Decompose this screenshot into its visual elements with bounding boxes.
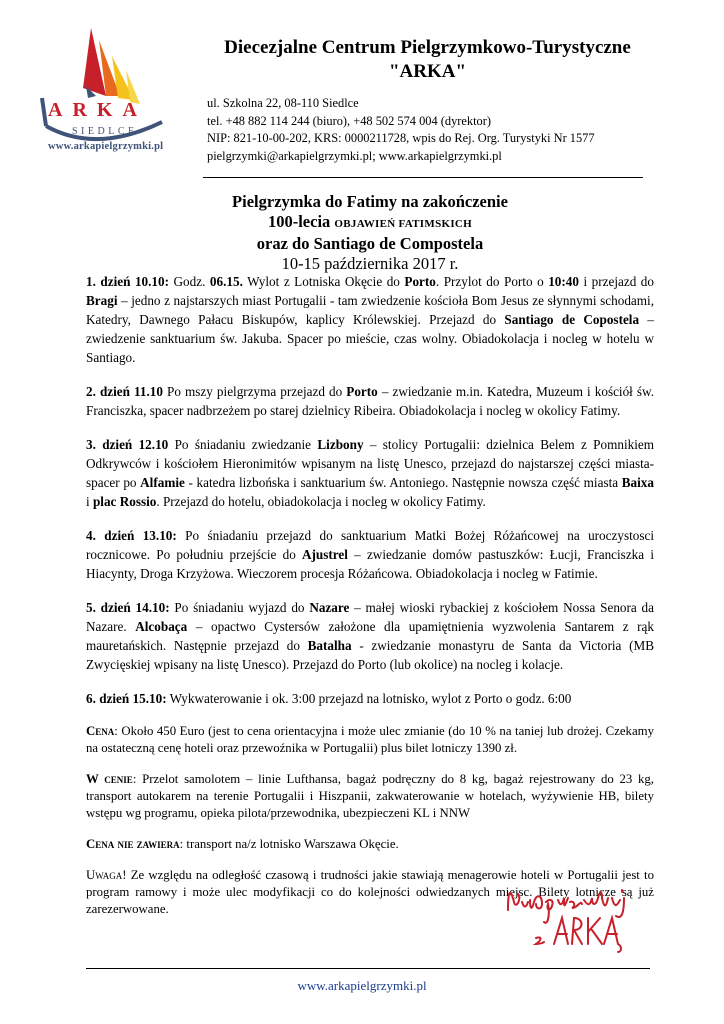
footer-divider <box>86 968 650 969</box>
email-and-website: pielgrzymki@arkapielgrzymki.pl; www.arkapielgrzymki.pl <box>207 148 502 163</box>
header-divider <box>203 177 643 178</box>
contact-block <box>207 95 595 165</box>
title-line3: oraz do Santiago de Compostela <box>256 234 484 253</box>
handwritten-signature <box>500 872 650 957</box>
day-2: 2. dzień 11.10 Po mszy pielgrzyma przejazd do Porto – zwiedzanie m.in. Katedra, Muzeum i kościół św. Franciszka, spacer nadbrzeżem po starej dzielnicy Ribeira. Obiadokolacja i nocleg w okolicy Fatimy. <box>86 384 655 418</box>
footer-website-link[interactable]: www.arkapielgrzymki.pl <box>297 978 427 993</box>
includes-section: W cenie: Przelot samolotem – linie Lufthansa, bagaż podręczny do 8 kg, bagaż rejestrowany do 23 kg, transport autokarem na terenie Portugalii i Hiszpanii, zakwaterowanie w hotelach, wyżywienie HB, bilety wstępu wg programu, opieka pilota/przewodnika, ubezpieczeni KL i NNW <box>86 772 655 820</box>
logo-subtitle: SIEDLCE <box>72 126 138 137</box>
day-4: 4. dzień 13.10: Po śniadaniu przejazd do sanktuarium Matki Bożej Różańcowej na uroczystosci rocznicowe. Po południu przejście do Ajustrel – zwiedzanie domów pastuszków: Łucji, Franciszka i Hiacynty, Droga Krzyżowa. Wieczorem procesja Różańcowa. Obiadokolacja i nocleg w Fatimie. <box>86 528 654 581</box>
address: ul. Szkolna 22, 08-110 Siedlce <box>207 96 359 110</box>
title-dates: 10-15 października 2017 r. <box>281 254 459 273</box>
day-3: 3. dzień 12.10 Po śniadaniu zwiedzanie Lizbony – stolicy Portugalii: dzielnica Belem z Pomnikiem Odkrywców i kościołem Hieronimitów wpisanym na listę Unesco, przejazd do najstarszej części miasta-spacer po Alfamie - katedra lizbońska i sanktuarium św. Antoniego. Następnie nowsza część miasta Baixa i plac Rossio. Przejazd do hotelu, obiadokolacja i nocleg w okolicy Fatimy. <box>86 437 654 509</box>
logo-website: www.arkapielgrzymki.pl <box>48 141 164 152</box>
title-line1: Pielgrzymka do Fatimy na zakończenie <box>232 192 508 211</box>
phone: tel. +48 882 114 244 (biuro), +48 502 574 004 (dyrektor) <box>207 113 492 128</box>
title-line2: 100-lecia OBJAWIEŃ FATIMSKICH <box>267 212 473 231</box>
document-title <box>80 192 660 274</box>
day-5: 5. dzień 14.10: Po śniadaniu wyjazd do Nazare – małej wioski rybackiej z kościołem Nossa Senora da Nazare. Alcobaça – opactwo Cystersów założone dla upamiętnienia wyzwolenia Santarem z rąk mauretańskich. Następnie przejazd do Batalha - zwiedzanie monastyru de Santa da Victoria (MB Zwycięskiej wpisany na listę Unesco). Przejazd do Porto (lub okolice) na nocleg i kolacje. <box>86 600 654 672</box>
excludes-section: Cena nie zawiera: transport na/z lotnisko Warszawa Okęcie. <box>86 837 399 851</box>
registration-numbers: NIP: 821-10-00-202, KRS: 0000211728, wpis do Rej. Org. Turystyki Nr 1577 <box>207 131 595 145</box>
day-1: 1. dzień 10.10: Godz. 06.15. Wylot z Lotniska Okęcie do Porto. Przylot do Porto o 10:40 i przejazd do Bragi – jedno z najstarszych miast Portugalii - tam zwiedzenie kościoła Bom Jesus ze słynnymi schodami, Katedry, Dawnego Pałacu Biskupów, kaplicy Królewskiej. Przejazd do Santiago de Copostela – zwiedzenie sanktuarium św. Jakuba. Spacer po mieście, czas wolny. Obiadokolacja i nocleg w hotelu w Santiago. <box>86 274 655 365</box>
day-6: 6. dzień 15.10: Wykwaterowanie i ok. 3:00 przejazd na lotnisko, wylot z Porto o godz. 6:00 <box>86 691 572 706</box>
price-section: Cena: Około 450 Euro (jest to cena orientacyjna i może ulec zmianie (do 10 % na taniej lub drożej. Czekamy na ostateczną cenę hoteli oraz przewoźnika w Portugalii) plus bilet lotniczy 1390 zł. <box>86 724 654 755</box>
organization-name <box>205 36 650 84</box>
itinerary <box>86 272 654 932</box>
arka-logo <box>36 26 186 156</box>
note-section: Uwaga! Ze względu na odległość czasową i trudności jakie stawiają menagerowie hoteli w Portugalii jest to program ramowy i może ulec modyfikacji co do kolejności odwiedzanych miejsc. Bilety lotnicze są już zarezerwowane. <box>86 868 654 916</box>
org-name-line1: Diecezjalne Centrum Pielgrzymkowo-Turystyczne <box>224 37 631 58</box>
logo-name: ARKA <box>48 99 147 121</box>
org-name-line2: "ARKA" <box>388 61 467 82</box>
logo-sail-graphic <box>36 26 186 146</box>
